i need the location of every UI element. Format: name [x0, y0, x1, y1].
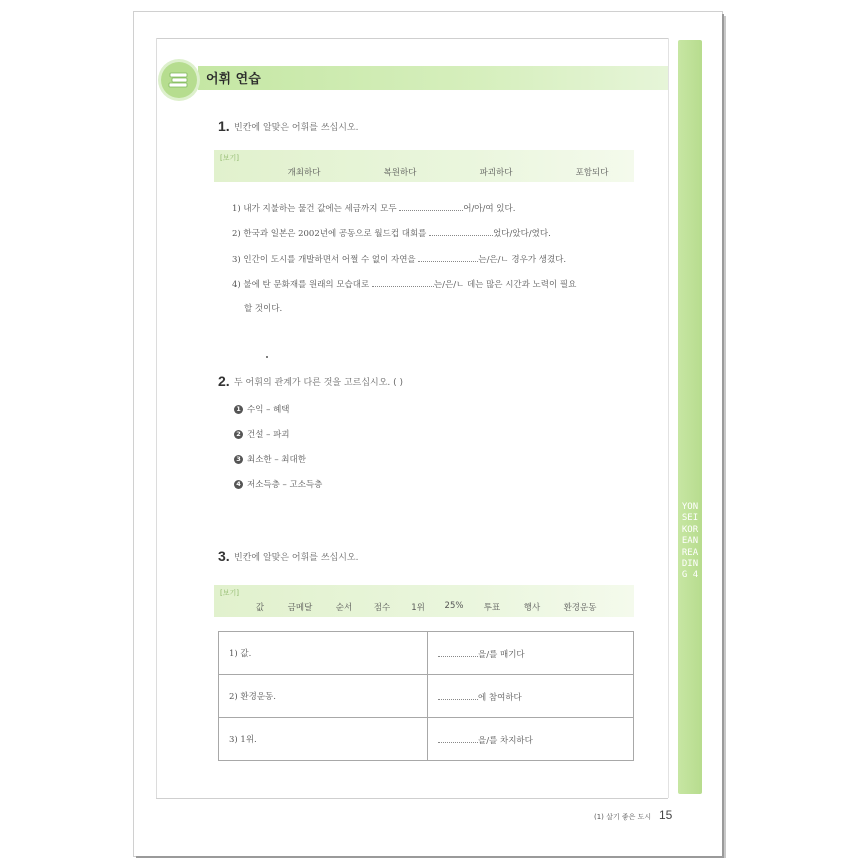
answer-blank[interactable] [372, 277, 434, 287]
table-cell-word: 3) 1위. [219, 718, 428, 761]
word-box-1-word: 파괴하다 [479, 168, 513, 178]
option-text: 저소득층 – 고소득층 [247, 480, 323, 490]
option-number-badge: 3 [234, 455, 243, 464]
item-text: 어/아/여 있다. [463, 204, 516, 214]
textbook-page [134, 12, 722, 856]
word-box-2-word: 행사 [523, 603, 541, 613]
page-number: 15 [659, 808, 673, 822]
question-3-instruction: 빈칸에 알맞은 어휘를 쓰십시오. [234, 553, 359, 563]
option-text: 수익 – 혜택 [247, 405, 290, 415]
word-box-1-label: [보기] [220, 154, 239, 162]
answer-blank[interactable] [399, 201, 463, 211]
question-2-option-2[interactable] [234, 428, 290, 440]
phrase-text: 을/를 매기다 [478, 649, 525, 660]
word-box-1-word: 복원하다 [383, 168, 417, 178]
item-text: 3) 인간이 도시를 개발하면서 어쩔 수 없이 자연을 [232, 255, 419, 265]
side-band [678, 40, 702, 794]
question-2-option-3[interactable] [234, 453, 306, 465]
question-2-instruction: 두 어휘의 관계가 다른 것을 고르십시오. ( ) [234, 378, 404, 388]
word-box-1-word: 개최하다 [287, 168, 321, 178]
question-2-option-4[interactable] [234, 478, 322, 490]
dot-mark [266, 356, 268, 358]
answer-table [218, 631, 634, 761]
word-box-2-word: 점수 [373, 603, 391, 613]
option-text: 최소한 – 최대한 [247, 455, 306, 465]
word-box-2-label: [보기] [220, 589, 239, 597]
question-2-number: 2. [218, 373, 230, 389]
answer-blank[interactable] [429, 226, 493, 236]
right-rule [668, 38, 669, 798]
word-box-2-word: 값 [255, 603, 265, 613]
item-text: 는/은/ㄴ 데는 많은 시간과 노력이 필요 [433, 280, 577, 290]
question-1-item-1 [232, 201, 515, 214]
item-text: 는/은/ㄴ 경우가 생겼다. [478, 255, 567, 265]
question-1-number: 1. [218, 118, 230, 134]
book-stack-icon [161, 62, 197, 98]
answer-blank[interactable] [418, 252, 478, 262]
side-band-text: YONSEI KOREAN READING 4 [681, 502, 699, 581]
option-number-badge: 1 [234, 405, 243, 414]
option-number-badge: 2 [234, 430, 243, 439]
word-box-2-word: 25% [444, 601, 464, 611]
option-number-badge: 4 [234, 480, 243, 489]
table-cell-word: 2) 환경운동. [219, 675, 428, 718]
table-cell-phrase [428, 632, 634, 675]
table-row [219, 718, 634, 761]
left-rule [156, 38, 157, 798]
answer-blank[interactable] [438, 733, 478, 743]
answer-blank[interactable] [438, 690, 478, 700]
table-cell-word: 1) 값. [219, 632, 428, 675]
item-text: 4) 불에 탄 문화재를 원래의 모습대로 [232, 280, 372, 290]
top-rule [156, 38, 668, 39]
word-box-2-word: 1위 [411, 603, 425, 613]
word-box-2-word: 투표 [483, 603, 501, 613]
answer-blank[interactable] [438, 647, 478, 657]
item-text: 었다/았다/였다. [493, 229, 551, 239]
section-title: 어휘 연습 [206, 72, 261, 87]
word-box-2 [214, 585, 634, 617]
question-1-item-4-continuation: 할 것이다. [244, 304, 283, 314]
word-box-2-word: 순서 [335, 603, 353, 613]
table-row [219, 675, 634, 718]
item-text: 1) 내가 지불하는 물건 값에는 세금까지 모두 [232, 204, 400, 214]
item-text: 2) 한국과 일본은 2002년에 공동으로 월드컵 대회를 [232, 229, 430, 239]
phrase-text: 에 참여하다 [478, 692, 522, 703]
question-1-item-3 [232, 252, 566, 265]
table-cell-phrase [428, 718, 634, 761]
question-1-item-4 [232, 277, 576, 290]
question-3-number: 3. [218, 548, 230, 564]
bottom-rule [156, 798, 668, 799]
question-1-item-2 [232, 226, 551, 239]
phrase-text: 을/를 차지하다 [478, 735, 533, 746]
word-box-1 [214, 150, 634, 182]
question-1-instruction: 빈칸에 알맞은 어휘를 쓰십시오. [234, 123, 359, 133]
table-cell-phrase [428, 675, 634, 718]
table-row [219, 632, 634, 675]
word-box-2-word: 금메달 [287, 603, 313, 613]
question-2-option-1[interactable] [234, 403, 290, 415]
word-box-1-word: 포함되다 [575, 168, 609, 178]
option-text: 건설 – 파괴 [247, 430, 290, 440]
word-box-2-word: 환경운동 [563, 603, 597, 613]
footer-chapter: (1) 살기 좋은 도시 [594, 813, 652, 821]
header-bar [198, 66, 668, 90]
